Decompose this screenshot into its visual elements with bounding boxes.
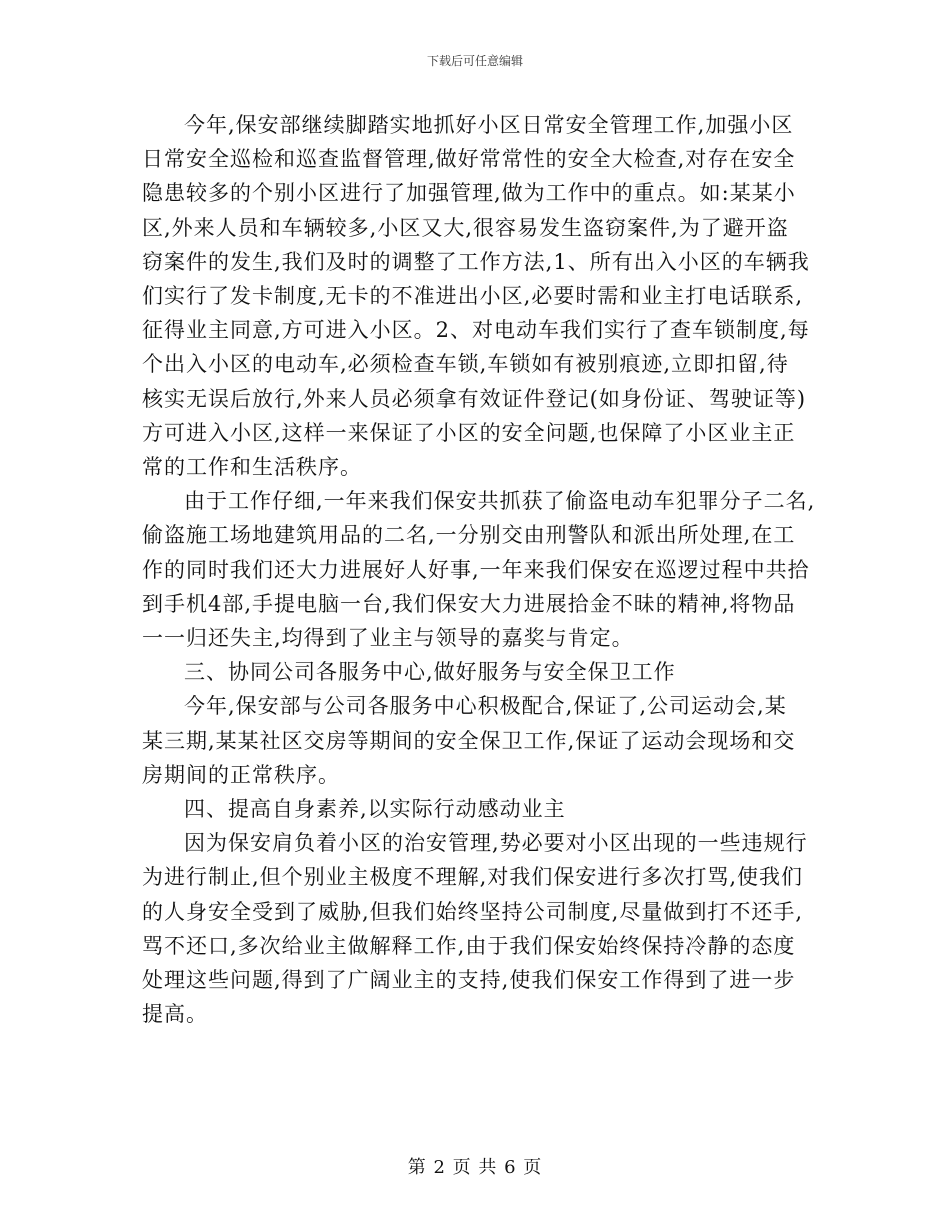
document-body: [142, 108, 816, 1031]
page-header: 下载后可任意编辑: [426, 54, 523, 68]
paragraph-service-coordination: 今年,保安部与公司各服务中心积极配合,保证了,公司运动会,某 某三期,某某社区交房等期间的安全保卫工作,保证了运动会现场和交 房期间的正常秩序。: [142, 694, 796, 787]
paragraph-self-improvement: 因为保安肩负着小区的治安管理,势必要对小区出现的一些违规行 为进行制止,但个别业主极度不理解,对我们保安进行多次打骂,使我们 的人身安全受到了威胁,但我们始终坚持公司制度,尽量做到打不还手, 骂不还口,多次给业主做解释工作,由于我们保安始终保持冷静的态度 处理这些问题,得到了广阔业主的支持,使我们保安工作得到了进一步 提高。: [142, 831, 808, 1027]
paragraph-community-safety: 今年,保安部继续脚踏实地抓好小区日常安全管理工作,加强小区 日常安全巡检和巡查监督管理,做好常常性的安全大检查,对存在安全 隐患较多的个别小区进行了加强管理,做为工作中的重点。如:某某小 区,外来人员和车辆较多,小区又大,很容易发生盗窃案件,为了避开盗 窃案件的发生,我们及时的调整了工作方法,1、所有出入小区的车辆我 们实行了发卡制度,无卡的不准进出小区,必要时需和业主打电话联系, 征得业主同意,方可进入小区。2、对电动车我们实行了查车锁制度,每 个出入小区的电动车,必须检查车锁,车锁如有被别痕迹,立即扣留,待 核实无误后放行,外来人员必须拿有效证件登记(如身份证、驾驶证等) 方可进入小区,这样一来保证了小区的安全问题,也保障了小区业主正 常的工作和生活秩序。: [142, 113, 810, 480]
section-heading-4: 四、提高自身素养,以实际行动感动业主: [184, 797, 566, 822]
section-heading-3: 三、协同公司各服务中心,做好服务与安全保卫工作: [184, 660, 676, 685]
paragraph-arrests-good-deeds: 由于工作仔细,一年来我们保安共抓获了偷盗电动车犯罪分子二名, 偷盗施工场地建筑用品的二名,一分别交由刑警队和派出所处理,在工 作的同时我们还大力进展好人好事,一年来我们保安在巡逻过程中共拾 到手机4部,手提电脑一台,我们保安大力进展拾金不昧的精神,将物品 一一归还失主,均得到了业主与领导的嘉奖与肯定。: [142, 489, 816, 651]
page-number: 第 2 页 共 6 页: [407, 1157, 543, 1178]
